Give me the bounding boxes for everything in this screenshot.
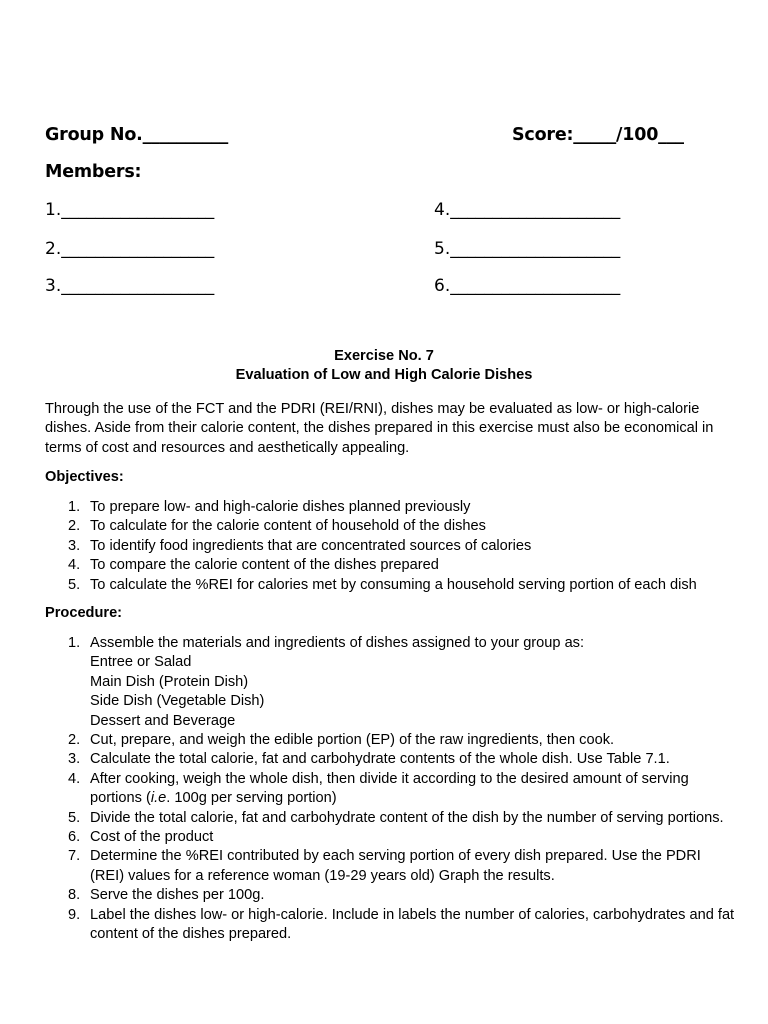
dish-type: Main Dish (Protein Dish) — [90, 673, 249, 690]
intro-paragraph: Through the use of the FCT and the PDRI (REI/RNI), dishes may be evaluated as low- or high-calorie dishes. Aside from their calorie content, the dishes prepared in this exercise must also be economical in terms of cost and resources and aesthetically appealing. — [45, 401, 714, 456]
list-item: 4. To compare the calorie content of the dishes prepared — [68, 557, 439, 574]
procedure-list — [45, 634, 735, 945]
list-item: 5. To calculate the %REI for calories met by consuming a household serving portion of each dish — [68, 576, 697, 593]
members-heading: Members: — [45, 162, 142, 182]
list-item: 6. Cost of the product — [68, 829, 214, 846]
list-item: 1. To prepare low- and high-calorie dishes planned previously — [68, 499, 471, 515]
list-item: 8. Serve the dishes per 100g. — [68, 887, 265, 904]
list-item: 2. To calculate for the calorie content of household of the dishes — [68, 518, 486, 535]
list-item: 2. Cut, prepare, and weigh the edible portion (EP) of the raw ingredients, then cook. — [68, 732, 615, 749]
list-item: 3. To identify food ingredients that are concentrated sources of calories — [68, 537, 532, 554]
list-item: 1. Assemble the materials and ingredients of dishes assigned to your group as: Entree or Salad Main Dish (Protein Dish) Side Dish (Vegetable Dish) Dessert and Beverage — [45, 634, 735, 731]
member-line-5: 5.____________________ — [434, 239, 621, 259]
dish-type: Side Dish (Vegetable Dish) — [90, 693, 265, 710]
exercise-number: Exercise No. 7 — [334, 348, 434, 364]
list-item: 7. Determine the %REI contributed by each serving portion of every dish prepared. Use the PDRI (REI) values for a reference woman (19-29 years old) Graph the results. — [68, 848, 701, 884]
score-field: Score:_____/100___ — [512, 125, 684, 145]
objectives-list — [45, 498, 735, 595]
objectives-heading: Objectives: — [45, 469, 124, 485]
list-item: 3. Calculate the total calorie, fat and carbohydrate contents of the whole dish. Use Table 7.1. — [68, 751, 670, 768]
dish-type: Dessert and Beverage — [90, 712, 236, 729]
procedure-heading: Procedure: — [45, 605, 123, 621]
member-line-1: 1.__________________ — [45, 200, 215, 220]
list-item: 4. After cooking, weigh the whole dish, then divide it according to the desired amount of serving portions (i.e. 100g per serving portion) — [68, 770, 689, 807]
list-item: 9. Label the dishes low- or high-calorie. Include in labels the number of calories, carbohydrates and fat content of the dishes prepared. — [68, 906, 735, 943]
member-line-3: 3.__________________ — [45, 276, 215, 296]
member-line-4: 4.____________________ — [434, 200, 621, 220]
member-line-2: 2.__________________ — [45, 239, 215, 259]
list-item: 5. Divide the total calorie, fat and carbohydrate content of the dish by the number of serving portions. — [68, 809, 724, 826]
member-line-6: 6.____________________ — [434, 276, 621, 296]
group-number-field: Group No.__________ — [45, 125, 229, 145]
exercise-title: Evaluation of Low and High Calorie Dishes — [235, 367, 533, 383]
dish-type: Entree or Salad — [90, 654, 192, 671]
